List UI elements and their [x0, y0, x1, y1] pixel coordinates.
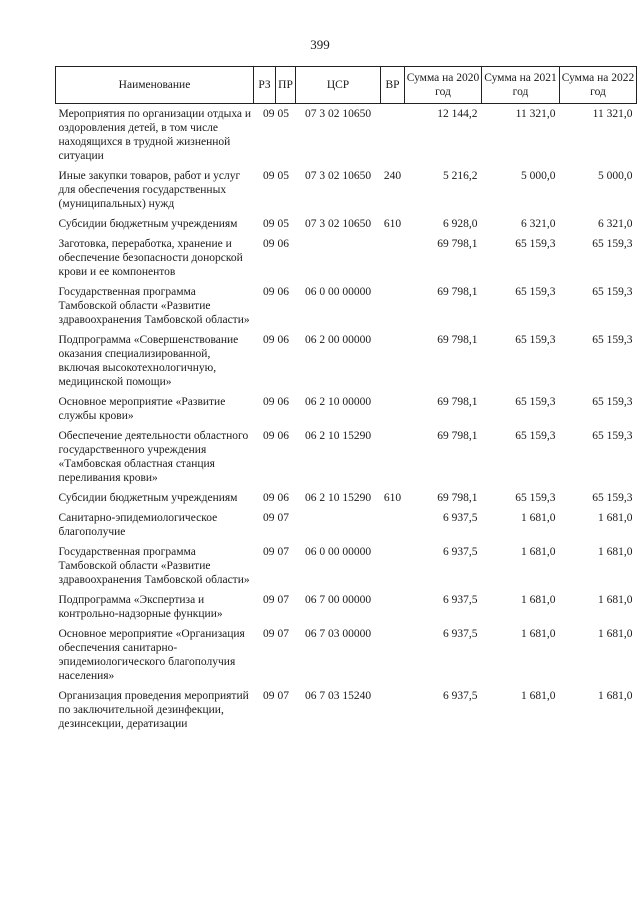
row-pr: 06 [277, 430, 289, 442]
row-name: Субсидии бюджетным учреждениям [58, 492, 238, 504]
row-sum-2022: 1 681,0 [598, 512, 633, 524]
row-sum-2022: 65 159,3 [592, 286, 633, 298]
table-row [56, 214, 637, 234]
row-sum-2021: 65 159,3 [515, 430, 556, 442]
row-sum-2022: 65 159,3 [592, 396, 633, 408]
row-rz: 09 [263, 170, 275, 182]
table-row [56, 234, 637, 282]
row-name: Подпрограмма «Совершенствование оказания специализированной, включая высокотехнологичную, медицинской помощи» [58, 334, 239, 388]
row-rz: 09 [263, 492, 275, 504]
row-sum-2020: 69 798,1 [437, 286, 478, 298]
row-vr: 610 [383, 492, 402, 504]
row-sum-2022: 65 159,3 [592, 430, 633, 442]
row-sum-2021: 65 159,3 [515, 238, 556, 250]
row-csr: 06 0 00 00000 [304, 286, 372, 298]
table-row [56, 426, 637, 488]
row-sum-2021: 65 159,3 [515, 396, 556, 408]
row-name: Обеспечение деятельности областного государственного учреждения «Тамбовская областная станция переливания крови» [58, 430, 249, 484]
row-vr [381, 234, 405, 282]
header-sum-2022: Сумма на 2022 год [560, 67, 637, 104]
row-rz: 09 [263, 430, 275, 442]
row-rz: 09 [263, 238, 275, 250]
table-header-row [56, 67, 637, 104]
row-sum-2022: 1 681,0 [598, 628, 633, 640]
row-csr: 06 2 10 00000 [304, 396, 372, 408]
row-name: Государственная программа Тамбовской области «Развитие здравоохранения Тамбовской области» [58, 286, 250, 326]
row-pr: 06 [277, 238, 289, 250]
row-rz: 09 [263, 512, 275, 524]
table-row [56, 282, 637, 330]
row-sum-2022: 65 159,3 [592, 238, 633, 250]
row-sum-2020: 69 798,1 [437, 430, 478, 442]
row-rz: 09 [263, 594, 275, 606]
row-vr [381, 624, 405, 686]
table-row [56, 392, 637, 426]
row-sum-2020: 69 798,1 [437, 492, 478, 504]
row-rz: 09 [263, 286, 275, 298]
row-sum-2021: 1 681,0 [521, 594, 556, 606]
row-sum-2022: 1 681,0 [598, 546, 633, 558]
row-pr: 06 [277, 492, 289, 504]
header-rz: РЗ [254, 67, 276, 104]
row-sum-2021: 11 321,0 [515, 108, 556, 120]
table-body [56, 104, 637, 735]
row-sum-2022: 65 159,3 [592, 492, 633, 504]
row-sum-2021: 6 321,0 [521, 218, 556, 230]
table-row [56, 104, 637, 167]
row-name: Иные закупки товаров, работ и услуг для обеспечения государственных (муниципальных) нужд [58, 170, 241, 210]
row-name: Государственная программа Тамбовской области «Развитие здравоохранения Тамбовской области» [58, 546, 250, 586]
row-csr [296, 234, 381, 282]
header-sum-2020: Сумма на 2020 год [405, 67, 482, 104]
row-sum-2020: 69 798,1 [437, 238, 478, 250]
table-row [56, 624, 637, 686]
row-csr [296, 508, 381, 542]
row-name: Заготовка, переработка, хранение и обеспечение безопасности донорской крови и ее компонентов [58, 238, 243, 278]
row-sum-2021: 1 681,0 [521, 546, 556, 558]
row-name: Основное мероприятие «Организация обеспечения санитарно-эпидемиологического благополучия населения» [58, 628, 245, 682]
row-sum-2021: 1 681,0 [521, 690, 556, 702]
row-pr: 05 [277, 108, 289, 120]
row-sum-2022: 5 000,0 [598, 170, 633, 182]
row-sum-2020: 12 144,2 [437, 108, 478, 120]
row-sum-2021: 5 000,0 [521, 170, 556, 182]
row-rz: 09 [263, 108, 275, 120]
row-sum-2022: 65 159,3 [592, 334, 633, 346]
table-row [56, 330, 637, 392]
row-name: Организация проведения мероприятий по заключительной дезинфекции, дезинсекции, дератизации [58, 690, 249, 730]
row-csr: 07 3 02 10650 [304, 108, 372, 120]
row-rz: 09 [263, 218, 275, 230]
row-pr: 07 [277, 512, 289, 524]
row-pr: 07 [277, 594, 289, 606]
header-name: Наименование [56, 67, 254, 104]
row-sum-2020: 69 798,1 [437, 334, 478, 346]
budget-table [55, 66, 637, 734]
page-number: 399 [310, 37, 330, 52]
row-vr [381, 104, 405, 167]
header-sum-2021: Сумма на 2021 год [482, 67, 560, 104]
row-sum-2022: 1 681,0 [598, 594, 633, 606]
row-csr: 06 7 00 00000 [304, 594, 372, 606]
row-vr: 240 [383, 170, 402, 182]
row-sum-2021: 1 681,0 [521, 512, 556, 524]
row-sum-2020: 6 937,5 [443, 628, 478, 640]
row-vr [381, 508, 405, 542]
row-vr [381, 542, 405, 590]
header-pr: ПР [276, 67, 296, 104]
row-sum-2022: 6 321,0 [598, 218, 633, 230]
row-csr: 06 2 10 15290 [304, 430, 372, 442]
row-sum-2021: 65 159,3 [515, 334, 556, 346]
row-pr: 06 [277, 334, 289, 346]
row-sum-2020: 5 216,2 [443, 170, 478, 182]
row-sum-2020: 6 937,5 [443, 594, 478, 606]
row-pr: 06 [277, 286, 289, 298]
table-row [56, 542, 637, 590]
row-rz: 09 [263, 396, 275, 408]
row-sum-2020: 6 937,5 [443, 512, 478, 524]
header-vr: ВР [381, 67, 405, 104]
row-sum-2021: 1 681,0 [521, 628, 556, 640]
row-name: Мероприятия по организации отдыха и оздоровления детей, в том числе находящихся в трудной жизненной ситуации [58, 108, 252, 162]
row-vr [381, 426, 405, 488]
row-sum-2020: 6 937,5 [443, 690, 478, 702]
row-rz: 09 [263, 546, 275, 558]
row-vr [381, 330, 405, 392]
row-sum-2021: 65 159,3 [515, 286, 556, 298]
row-csr: 06 7 03 15240 [304, 690, 372, 702]
row-pr: 07 [277, 690, 289, 702]
table-row [56, 166, 637, 214]
row-csr: 06 7 03 00000 [304, 628, 372, 640]
row-sum-2021: 65 159,3 [515, 492, 556, 504]
row-vr [381, 686, 405, 734]
row-pr: 07 [277, 628, 289, 640]
row-csr: 07 3 02 10650 [304, 170, 372, 182]
row-csr: 06 0 00 00000 [304, 546, 372, 558]
row-name: Санитарно-эпидемиологическое благополучие [58, 512, 218, 538]
header-csr: ЦСР [296, 67, 381, 104]
row-name: Основное мероприятие «Развитие службы крови» [58, 396, 226, 422]
row-sum-2022: 1 681,0 [598, 690, 633, 702]
row-pr: 05 [277, 218, 289, 230]
table-row [56, 508, 637, 542]
row-pr: 05 [277, 170, 289, 182]
row-vr [381, 392, 405, 426]
row-rz: 09 [263, 334, 275, 346]
row-name: Подпрограмма «Экспертиза и контрольно-надзорные функции» [58, 594, 223, 620]
row-sum-2020: 69 798,1 [437, 396, 478, 408]
row-vr [381, 590, 405, 624]
row-csr: 06 2 00 00000 [304, 334, 372, 346]
row-sum-2020: 6 928,0 [443, 218, 478, 230]
table-row [56, 590, 637, 624]
row-vr: 610 [383, 218, 402, 230]
row-sum-2022: 11 321,0 [592, 108, 633, 120]
row-csr: 07 3 02 10650 [304, 218, 372, 230]
row-csr: 06 2 10 15290 [304, 492, 372, 504]
row-pr: 06 [277, 396, 289, 408]
row-name: Субсидии бюджетным учреждениям [58, 218, 238, 230]
row-rz: 09 [263, 690, 275, 702]
row-pr: 07 [277, 546, 289, 558]
table-row [56, 686, 637, 734]
table-row [56, 488, 637, 508]
row-rz: 09 [263, 628, 275, 640]
row-sum-2020: 6 937,5 [443, 546, 478, 558]
row-vr [381, 282, 405, 330]
